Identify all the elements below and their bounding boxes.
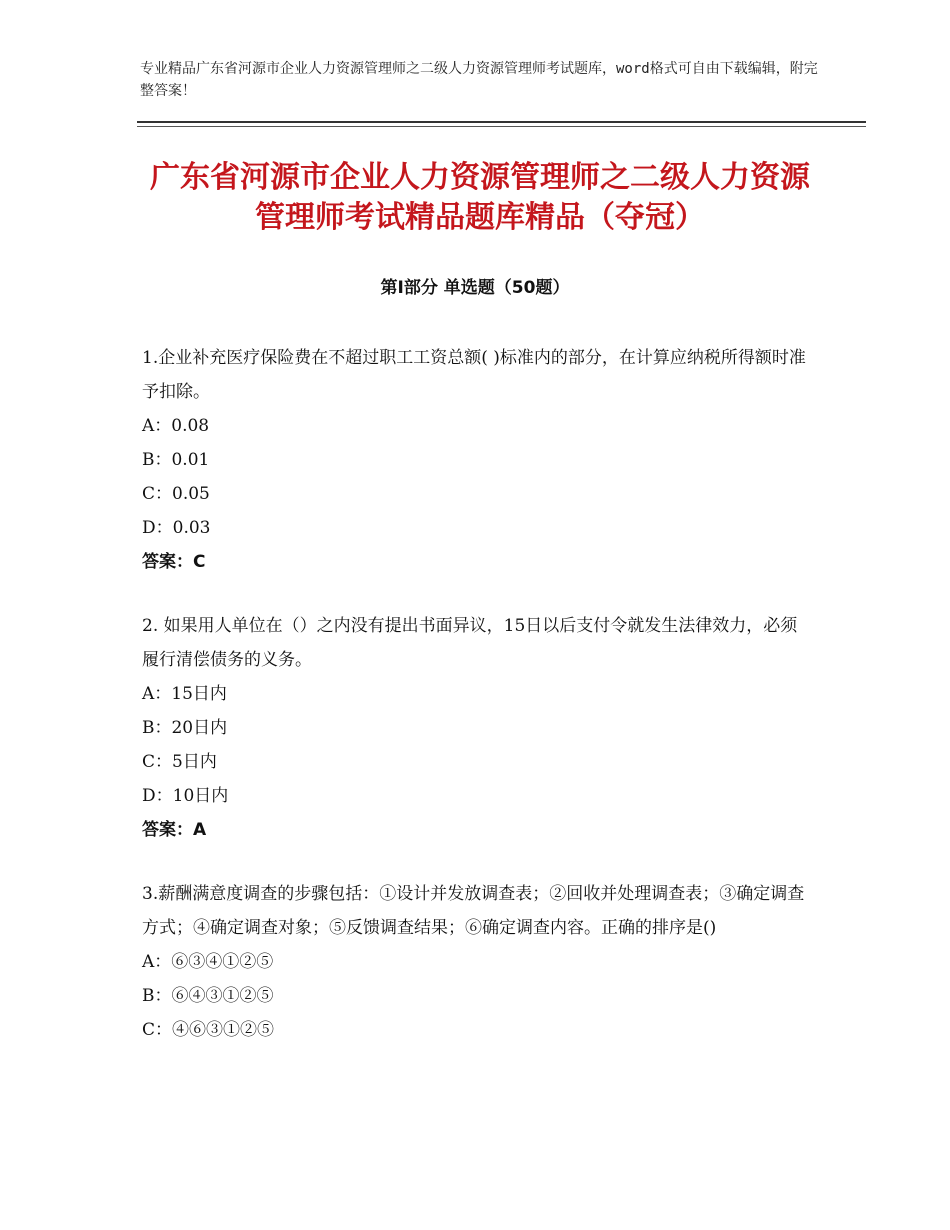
question-item xyxy=(142,341,814,579)
question-item xyxy=(142,877,814,1047)
option-b: B：0.01 xyxy=(142,450,210,470)
header-rule-thin xyxy=(137,126,866,127)
answer-line: 答案：A xyxy=(142,820,207,840)
option-c: C：0.05 xyxy=(142,484,210,504)
header-note: 专业精品广东省河源市企业人力资源管理师之二级人力资源管理师考试题库，word格式可自由下载编辑，附完整答案！ xyxy=(140,61,818,99)
question-list xyxy=(142,341,814,1077)
option-d: D：10日内 xyxy=(142,786,229,806)
question-stem: 1.企业补充医疗保险费在不超过职工工资总额( )标准内的部分，在计算应纳税所得额时准予扣除。 xyxy=(142,348,806,402)
answer-line: 答案：C xyxy=(142,552,206,572)
question-stem: 3.薪酬满意度调查的步骤包括：①设计并发放调查表；②回收并处理调查表；③确定调查方式；④确定调查对象；⑤反馈调查结果；⑥确定调查内容。正确的排序是() xyxy=(142,884,805,938)
question-stem: 2. 如果用人单位在（）之内没有提出书面异议，15日以后支付令就发生法律效力，必须履行清偿债务的义务。 xyxy=(142,616,798,670)
header-rule-thick xyxy=(137,121,866,123)
option-a: A：⑥③④①②⑤ xyxy=(142,952,274,972)
option-d: D：0.03 xyxy=(142,518,211,538)
option-a: A：15日内 xyxy=(142,684,227,704)
document-title: 广东省河源市企业人力资源管理师之二级人力资源管理师考试精品题库精品（夺冠） xyxy=(150,160,810,235)
option-b: B：20日内 xyxy=(142,718,228,738)
option-c: C：④⑥③①②⑤ xyxy=(142,1020,275,1040)
option-b: B：⑥④③①②⑤ xyxy=(142,986,274,1006)
option-a: A：0.08 xyxy=(142,416,210,436)
question-item xyxy=(142,609,814,847)
option-c: C：5日内 xyxy=(142,752,217,772)
section-title: 第Ⅰ部分 单选题（50题） xyxy=(380,278,570,298)
